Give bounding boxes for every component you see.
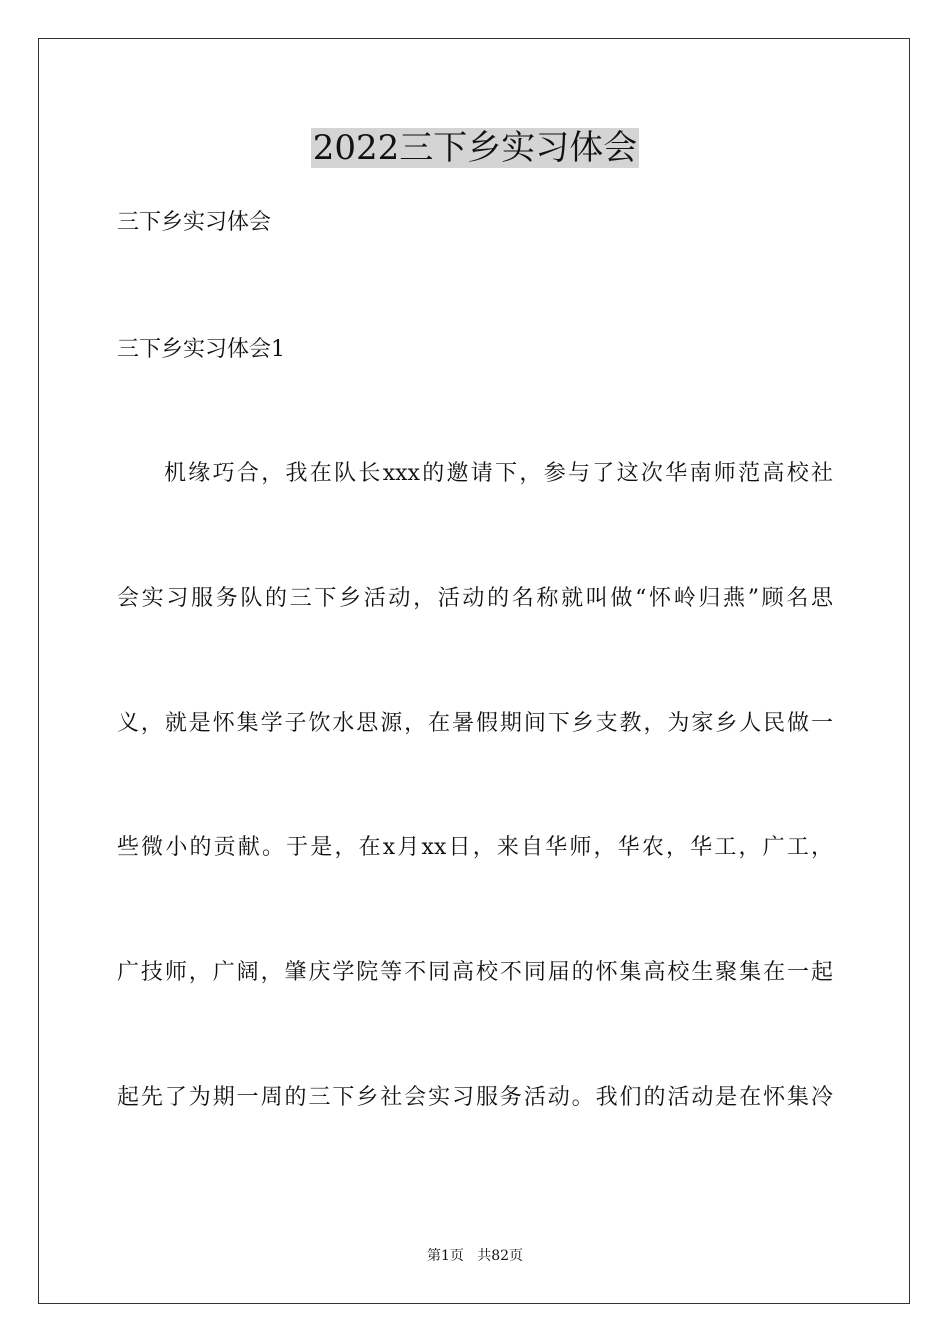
body-line: 广技师，广阔，肇庆学院等不同高校不同届的怀集高校生聚集在一起 — [117, 960, 833, 985]
body-line: 些微小的贡献。于是，在x月xx日，来自华师，华农，华工，广工， — [117, 835, 833, 860]
document-title — [0, 126, 950, 170]
body-line: 义，就是怀集学子饮水思源，在暑假期间下乡支教，为家乡人民做一 — [117, 711, 833, 736]
document-title-text: 2022三下乡实习体会 — [312, 128, 638, 168]
body-line: 会实习服务队的三下乡活动，活动的名称就叫做“怀岭归燕”顾名思 — [117, 586, 833, 611]
body-line: 机缘巧合，我在队长xxx的邀请下，参与了这次华南师范高校社 — [164, 461, 833, 486]
page-number-footer: 第1页 共82页 — [426, 1248, 524, 1264]
body-line: 起先了为期一周的三下乡社会实习服务活动。我们的活动是在怀集冷 — [117, 1085, 833, 1110]
document-subtitle: 三下乡实习体会 — [117, 210, 272, 235]
section-heading: 三下乡实习体会1 — [117, 337, 285, 362]
